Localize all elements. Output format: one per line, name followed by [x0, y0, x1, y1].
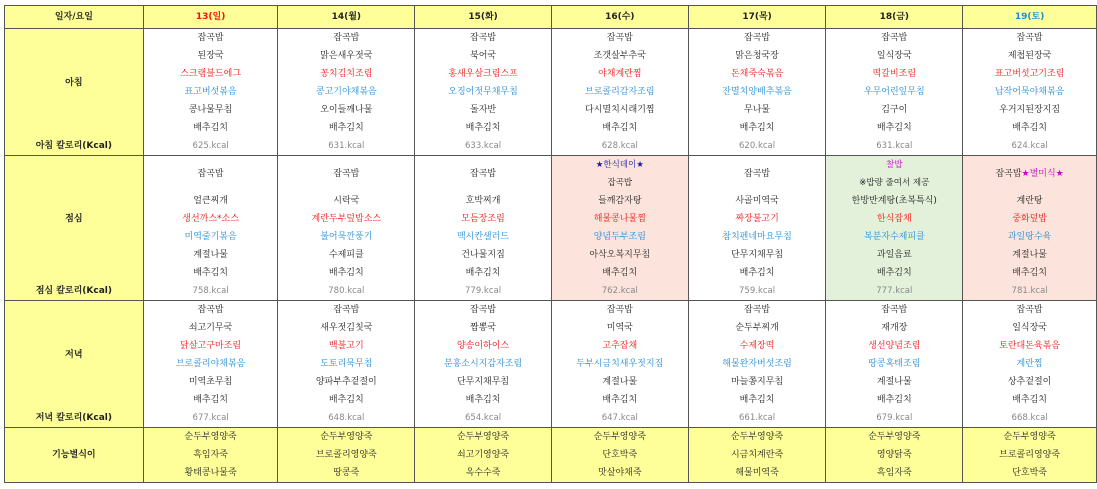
day-header-sat: 19(토) [963, 6, 1097, 29]
menu-cell: 배추김치 [415, 119, 552, 137]
menu-cell: 잡곡밥 [607, 178, 633, 188]
menu-cell: 브로콜리야채볶음 [143, 355, 278, 373]
menu-cell: 일식장국 [826, 47, 963, 65]
menu-cell: 시금치계란죽 [688, 446, 826, 464]
menu-cell: 새우젓김칫국 [278, 319, 415, 337]
menu-cell: 생선까스*소스 [143, 210, 278, 228]
porridge-label: 기능별식이 [5, 428, 144, 483]
menu-cell: 콩고기야채볶음 [278, 83, 415, 101]
special-dish-label: ★별미식★ [1021, 169, 1064, 179]
menu-cell: 들깨감자탕 [551, 192, 688, 210]
breakfast-row [5, 101, 1097, 119]
calorie-cell: 781.kcal [963, 282, 1097, 301]
menu-cell: 배추김치 [963, 119, 1097, 137]
menu-cell: 불어묵깐풍기 [278, 228, 415, 246]
menu-cell: 돈채죽숙볶음 [688, 65, 826, 83]
menu-cell: 흑임자죽 [143, 446, 278, 464]
date-day-header: 일자/요일 [5, 6, 144, 29]
menu-cell: 잡곡밥 [963, 301, 1097, 320]
menu-cell: 양념두부조림 [551, 228, 688, 246]
day-header-thu: 17(목) [688, 6, 826, 29]
menu-cell: 땅콩죽 [278, 464, 415, 483]
menu-cell: 브로콜리영양죽 [278, 446, 415, 464]
menu-cell: 도토리묵무침 [278, 355, 415, 373]
menu-cell: 우거지된장지짐 [963, 101, 1097, 119]
menu-cell: 우무어린잎무침 [826, 83, 963, 101]
menu-cell: 고추잡채 [551, 337, 688, 355]
menu-cell: 잡곡밥 [551, 301, 688, 320]
day-header-sun: 13(일) [143, 6, 278, 29]
menu-cell: 배추김치 [551, 119, 688, 137]
calorie-cell: 668.kcal [963, 409, 1097, 428]
menu-cell: 잡곡밥 [415, 29, 552, 48]
menu-cell: 잔멸치양배추볶음 [688, 83, 826, 101]
dinner-row [5, 373, 1097, 391]
menu-cell: 순두부찌개 [688, 319, 826, 337]
menu-cell: 건나물지짐 [415, 246, 552, 264]
menu-cell: 단호박죽 [551, 446, 688, 464]
menu-cell: 황태콩나물죽 [143, 464, 278, 483]
porridge-row [5, 428, 1097, 447]
lunch-label: 점심 [5, 156, 144, 283]
breakfast-calorie-label: 아침 칼로리(Kcal) [5, 137, 144, 156]
menu-cell: 영양닭죽 [826, 446, 963, 464]
menu-cell: 양송이하이스 [415, 337, 552, 355]
menu-cell: 짬뽕국 [415, 319, 552, 337]
day-header-mon: 14(월) [278, 6, 415, 29]
menu-cell: 순두부영양죽 [963, 428, 1097, 447]
dinner-label: 저녁 [5, 301, 144, 410]
menu-cell: 닭살고구마조림 [143, 337, 278, 355]
menu-cell: 땅콩혹태조림 [826, 355, 963, 373]
menu-cell: 배추김치 [963, 264, 1097, 282]
menu-cell: 흑임자죽 [826, 464, 963, 483]
calorie-cell: 661.kcal [688, 409, 826, 428]
porridge-row [5, 446, 1097, 464]
lunch-row [5, 192, 1097, 210]
menu-cell: 계란탕 [963, 192, 1097, 210]
lunch-calorie-row [5, 282, 1097, 301]
menu-cell: 잡곡밥 [688, 29, 826, 48]
menu-cell: 순두부영양죽 [551, 428, 688, 447]
menu-cell: 계란찜 [963, 355, 1097, 373]
calorie-cell: 624.kcal [963, 137, 1097, 156]
menu-cell: 계란두부덮밥소스 [278, 210, 415, 228]
menu-cell: 쇠고기무국 [143, 319, 278, 337]
menu-cell: 순두부영양죽 [415, 428, 552, 447]
menu-cell: 얼큰찌개 [143, 192, 278, 210]
menu-cell: 순두부영양죽 [688, 428, 826, 447]
korean-day-label: ★한식데이★ [595, 160, 644, 170]
menu-cell: 중화덮밥 [963, 210, 1097, 228]
menu-cell: 해물완자버섯조림 [688, 355, 826, 373]
menu-cell: 재개장 [826, 319, 963, 337]
menu-cell: 배추김치 [688, 391, 826, 409]
menu-cell: 수제장떡 [688, 337, 826, 355]
dinner-row [5, 301, 1097, 320]
calorie-cell: 679.kcal [826, 409, 963, 428]
menu-cell: 미역초무침 [143, 373, 278, 391]
menu-cell: 돌자반 [415, 101, 552, 119]
calorie-cell: 633.kcal [415, 137, 552, 156]
menu-cell: 수제피클 [278, 246, 415, 264]
menu-cell: 무나물 [688, 101, 826, 119]
menu-cell: 단무지채무침 [688, 246, 826, 264]
calorie-cell: 779.kcal [415, 282, 552, 301]
menu-cell: 복분자수제피클 [826, 228, 963, 246]
menu-cell: 된장국 [143, 47, 278, 65]
menu-cell: 사골미역국 [688, 192, 826, 210]
menu-cell: 과일탕수육 [963, 228, 1097, 246]
breakfast-label: 아침 [5, 29, 144, 138]
menu-cell: 배추김치 [551, 391, 688, 409]
day-header-fri: 18(금) [826, 6, 963, 29]
menu-cell: 배추김치 [278, 264, 415, 282]
menu-cell: 순두부영양죽 [278, 428, 415, 447]
menu-cell: 조갯살부추국 [551, 47, 688, 65]
menu-cell: 배추김치 [143, 119, 278, 137]
menu-cell: 맥시칸샐러드 [415, 228, 552, 246]
menu-cell: 오이들깨나물 [278, 101, 415, 119]
menu-cell: 생선양념조림 [826, 337, 963, 355]
menu-cell: 시락국 [278, 192, 415, 210]
menu-cell: 미역국 [551, 319, 688, 337]
menu-cell: 배추김치 [415, 264, 552, 282]
calorie-cell: 759.kcal [688, 282, 826, 301]
menu-cell: 잡곡밥 [688, 156, 826, 193]
dinner-row [5, 319, 1097, 337]
dinner-calorie-label: 저녁 칼로리(Kcal) [5, 409, 144, 428]
lunch-row [5, 156, 1097, 193]
menu-cell: 잡곡밥 [143, 29, 278, 48]
calorie-cell: 647.kcal [551, 409, 688, 428]
porridge-row [5, 464, 1097, 483]
menu-cell: 짜장불고기 [688, 210, 826, 228]
dinner-row [5, 355, 1097, 373]
menu-cell: 맛살야채죽 [551, 464, 688, 483]
menu-cell: 단호박죽 [963, 464, 1097, 483]
menu-cell: 계절나물 [143, 246, 278, 264]
dinner-row [5, 337, 1097, 355]
menu-cell: 배추김치 [278, 119, 415, 137]
menu-cell: 한방반계탕(초복특식) [851, 196, 937, 206]
menu-cell-special [963, 156, 1097, 193]
menu-cell: 배추김치 [826, 391, 963, 409]
menu-cell: 떡갈비조림 [826, 65, 963, 83]
calorie-cell: 758.kcal [143, 282, 278, 301]
menu-cell: 단무지채무침 [415, 373, 552, 391]
menu-cell: 토란대돈육볶음 [963, 337, 1097, 355]
menu-cell: 순두부영양죽 [826, 428, 963, 447]
weekly-meal-table [4, 5, 1097, 483]
menu-cell: 표고버섯볶음 [143, 83, 278, 101]
calorie-cell: 620.kcal [688, 137, 826, 156]
breakfast-row [5, 47, 1097, 65]
menu-cell: 찰밥 [886, 160, 903, 170]
calorie-cell: 631.kcal [278, 137, 415, 156]
menu-cell: 과일음료 [826, 246, 963, 264]
lunch-row [5, 210, 1097, 228]
menu-cell: 잡곡밥 [143, 301, 278, 320]
menu-cell: 배추김치 [963, 391, 1097, 409]
calorie-cell: 625.kcal [143, 137, 278, 156]
menu-cell: 쇠고기영양죽 [415, 446, 552, 464]
menu-cell: 배추김치 [688, 119, 826, 137]
menu-cell: 북어국 [415, 47, 552, 65]
menu-cell: 마늘쫑지무침 [688, 373, 826, 391]
calorie-cell: 628.kcal [551, 137, 688, 156]
menu-cell: 납작어묵야채볶음 [963, 83, 1097, 101]
menu-cell: 배추김치 [826, 264, 963, 282]
menu-cell: 꽁치김치조림 [278, 65, 415, 83]
calorie-cell: 654.kcal [415, 409, 552, 428]
menu-cell: 옥수수죽 [415, 464, 552, 483]
menu-cell: 잡곡밥 [688, 301, 826, 320]
menu-cell: 야채계란찜 [551, 65, 688, 83]
menu-cell: 해물콩나물찜 [551, 210, 688, 228]
menu-cell: 오징어젓무채무침 [415, 83, 552, 101]
calorie-cell: 780.kcal [278, 282, 415, 301]
menu-cell: 계절나물 [963, 246, 1097, 264]
calorie-cell: 777.kcal [826, 282, 963, 301]
menu-cell: 다시멸치시래기찜 [551, 101, 688, 119]
calorie-cell: 762.kcal [551, 282, 688, 301]
menu-cell: 맑은새우젓국 [278, 47, 415, 65]
menu-cell: 해물미역죽 [688, 464, 826, 483]
menu-cell: 배추김치 [143, 391, 278, 409]
menu-cell: 맑은청국장 [688, 47, 826, 65]
menu-cell: 김구이 [826, 101, 963, 119]
calorie-cell: 648.kcal [278, 409, 415, 428]
menu-cell: 잡곡밥 [995, 169, 1022, 179]
menu-cell: 브로콜리영양죽 [963, 446, 1097, 464]
calorie-cell: 677.kcal [143, 409, 278, 428]
dinner-row [5, 391, 1097, 409]
menu-cell: 두부시금치새우젓지짐 [551, 355, 688, 373]
menu-cell: 호박찌개 [415, 192, 552, 210]
calorie-cell: 631.kcal [826, 137, 963, 156]
menu-cell: 홍새우살크림스프 [415, 65, 552, 83]
lunch-row [5, 264, 1097, 282]
breakfast-row [5, 65, 1097, 83]
menu-cell: 한식잡채 [826, 210, 963, 228]
lunch-row [5, 246, 1097, 264]
day-header-wed: 16(수) [551, 6, 688, 29]
breakfast-row [5, 29, 1097, 48]
menu-cell: 상추겉절이 [963, 373, 1097, 391]
breakfast-row [5, 83, 1097, 101]
menu-cell: 잡곡밥 [143, 156, 278, 193]
menu-cell: 잡곡밥 [278, 156, 415, 193]
day-header-tue: 15(화) [415, 6, 552, 29]
dinner-calorie-row [5, 409, 1097, 428]
menu-cell: 잡곡밥 [415, 301, 552, 320]
menu-cell: 배추김치 [415, 391, 552, 409]
menu-cell: 계절나물 [551, 373, 688, 391]
menu-cell: 잡곡밥 [826, 29, 963, 48]
menu-cell: 양파부추겉절이 [278, 373, 415, 391]
breakfast-row [5, 119, 1097, 137]
menu-cell: 일식장국 [963, 319, 1097, 337]
menu-cell: 아삭오복지무침 [551, 246, 688, 264]
menu-cell: 계절나물 [826, 373, 963, 391]
menu-cell: 미역줄기볶음 [143, 228, 278, 246]
menu-cell-special [551, 156, 688, 193]
menu-cell: 잡곡밥 [551, 29, 688, 48]
menu-cell [826, 192, 963, 210]
portion-note: ※밥량 줄여서 제공 [859, 178, 930, 188]
menu-cell: 배추김치 [688, 264, 826, 282]
menu-cell: 잡곡밥 [415, 156, 552, 193]
menu-cell: 백불고기 [278, 337, 415, 355]
menu-cell: 모듬장조림 [415, 210, 552, 228]
menu-cell: 순두부영양죽 [143, 428, 278, 447]
breakfast-calorie-row [5, 137, 1097, 156]
menu-cell: 분홍소시지감자조림 [415, 355, 552, 373]
menu-cell: 참치펜네마요무침 [688, 228, 826, 246]
menu-cell: 스크램블드에그 [143, 65, 278, 83]
lunch-row [5, 228, 1097, 246]
menu-cell: 배추김치 [551, 264, 688, 282]
lunch-calorie-label: 점심 칼로리(Kcal) [5, 282, 144, 301]
menu-cell: 배추김치 [143, 264, 278, 282]
menu-cell: 브로콜리감자조림 [551, 83, 688, 101]
menu-cell: 표고버섯고기조림 [963, 65, 1097, 83]
menu-cell: 잡곡밥 [278, 29, 415, 48]
header-row [5, 6, 1097, 29]
menu-cell: 제첩된장국 [963, 47, 1097, 65]
menu-cell: 잡곡밥 [826, 301, 963, 320]
menu-cell: 잡곡밥 [963, 29, 1097, 48]
menu-cell: 콩나물무침 [143, 101, 278, 119]
menu-cell: 잡곡밥 [278, 301, 415, 320]
menu-cell-special [826, 156, 963, 193]
menu-cell: 배추김치 [278, 391, 415, 409]
menu-cell: 배추김치 [826, 119, 963, 137]
